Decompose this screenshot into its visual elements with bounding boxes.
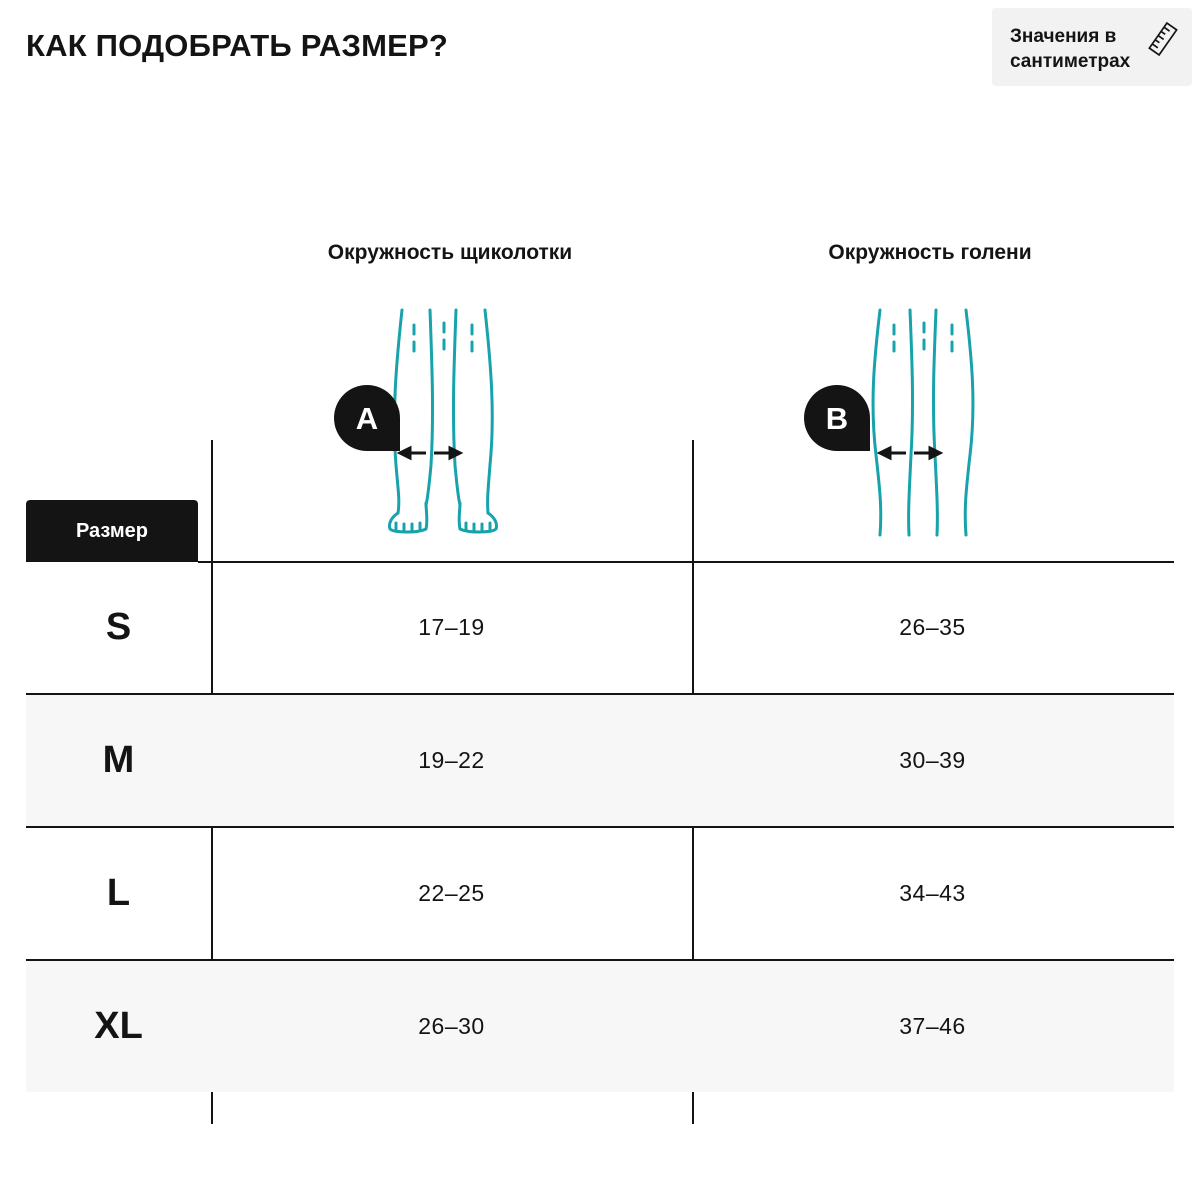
table-row xyxy=(26,562,1174,695)
table-row xyxy=(26,961,1174,1092)
cell-ankle: 19–22 xyxy=(418,747,485,773)
cell-ankle: 22–25 xyxy=(418,880,485,906)
cell-size: S xyxy=(105,606,132,648)
size-table xyxy=(26,562,1174,1092)
cell-calf: 30–39 xyxy=(899,747,966,773)
cell-size: M xyxy=(102,739,135,781)
ruler-icon xyxy=(1146,22,1180,56)
column-heading-ankle: Окружность щиколотки xyxy=(327,241,573,264)
cell-calf: 37–46 xyxy=(899,1013,966,1039)
cell-calf: 26–35 xyxy=(899,614,966,640)
cell-size: L xyxy=(106,872,131,914)
cell-ankle: 17–19 xyxy=(418,614,485,640)
table-header-size: Размер xyxy=(26,500,198,562)
badge-letter-a: A xyxy=(334,385,400,451)
badge-letter-b: B xyxy=(804,385,870,451)
units-badge-label: Значения в сантиметрах xyxy=(1010,26,1131,72)
table-row xyxy=(26,828,1174,961)
table-row xyxy=(26,695,1174,828)
page-title: КАК ПОДОБРАТЬ РАЗМЕР? xyxy=(26,28,449,63)
cell-calf: 34–43 xyxy=(899,880,966,906)
units-badge xyxy=(992,8,1192,86)
column-heading-calf: Окружность голени xyxy=(828,241,1032,264)
cell-ankle: 26–30 xyxy=(418,1013,485,1039)
cell-size: XL xyxy=(94,1005,143,1047)
